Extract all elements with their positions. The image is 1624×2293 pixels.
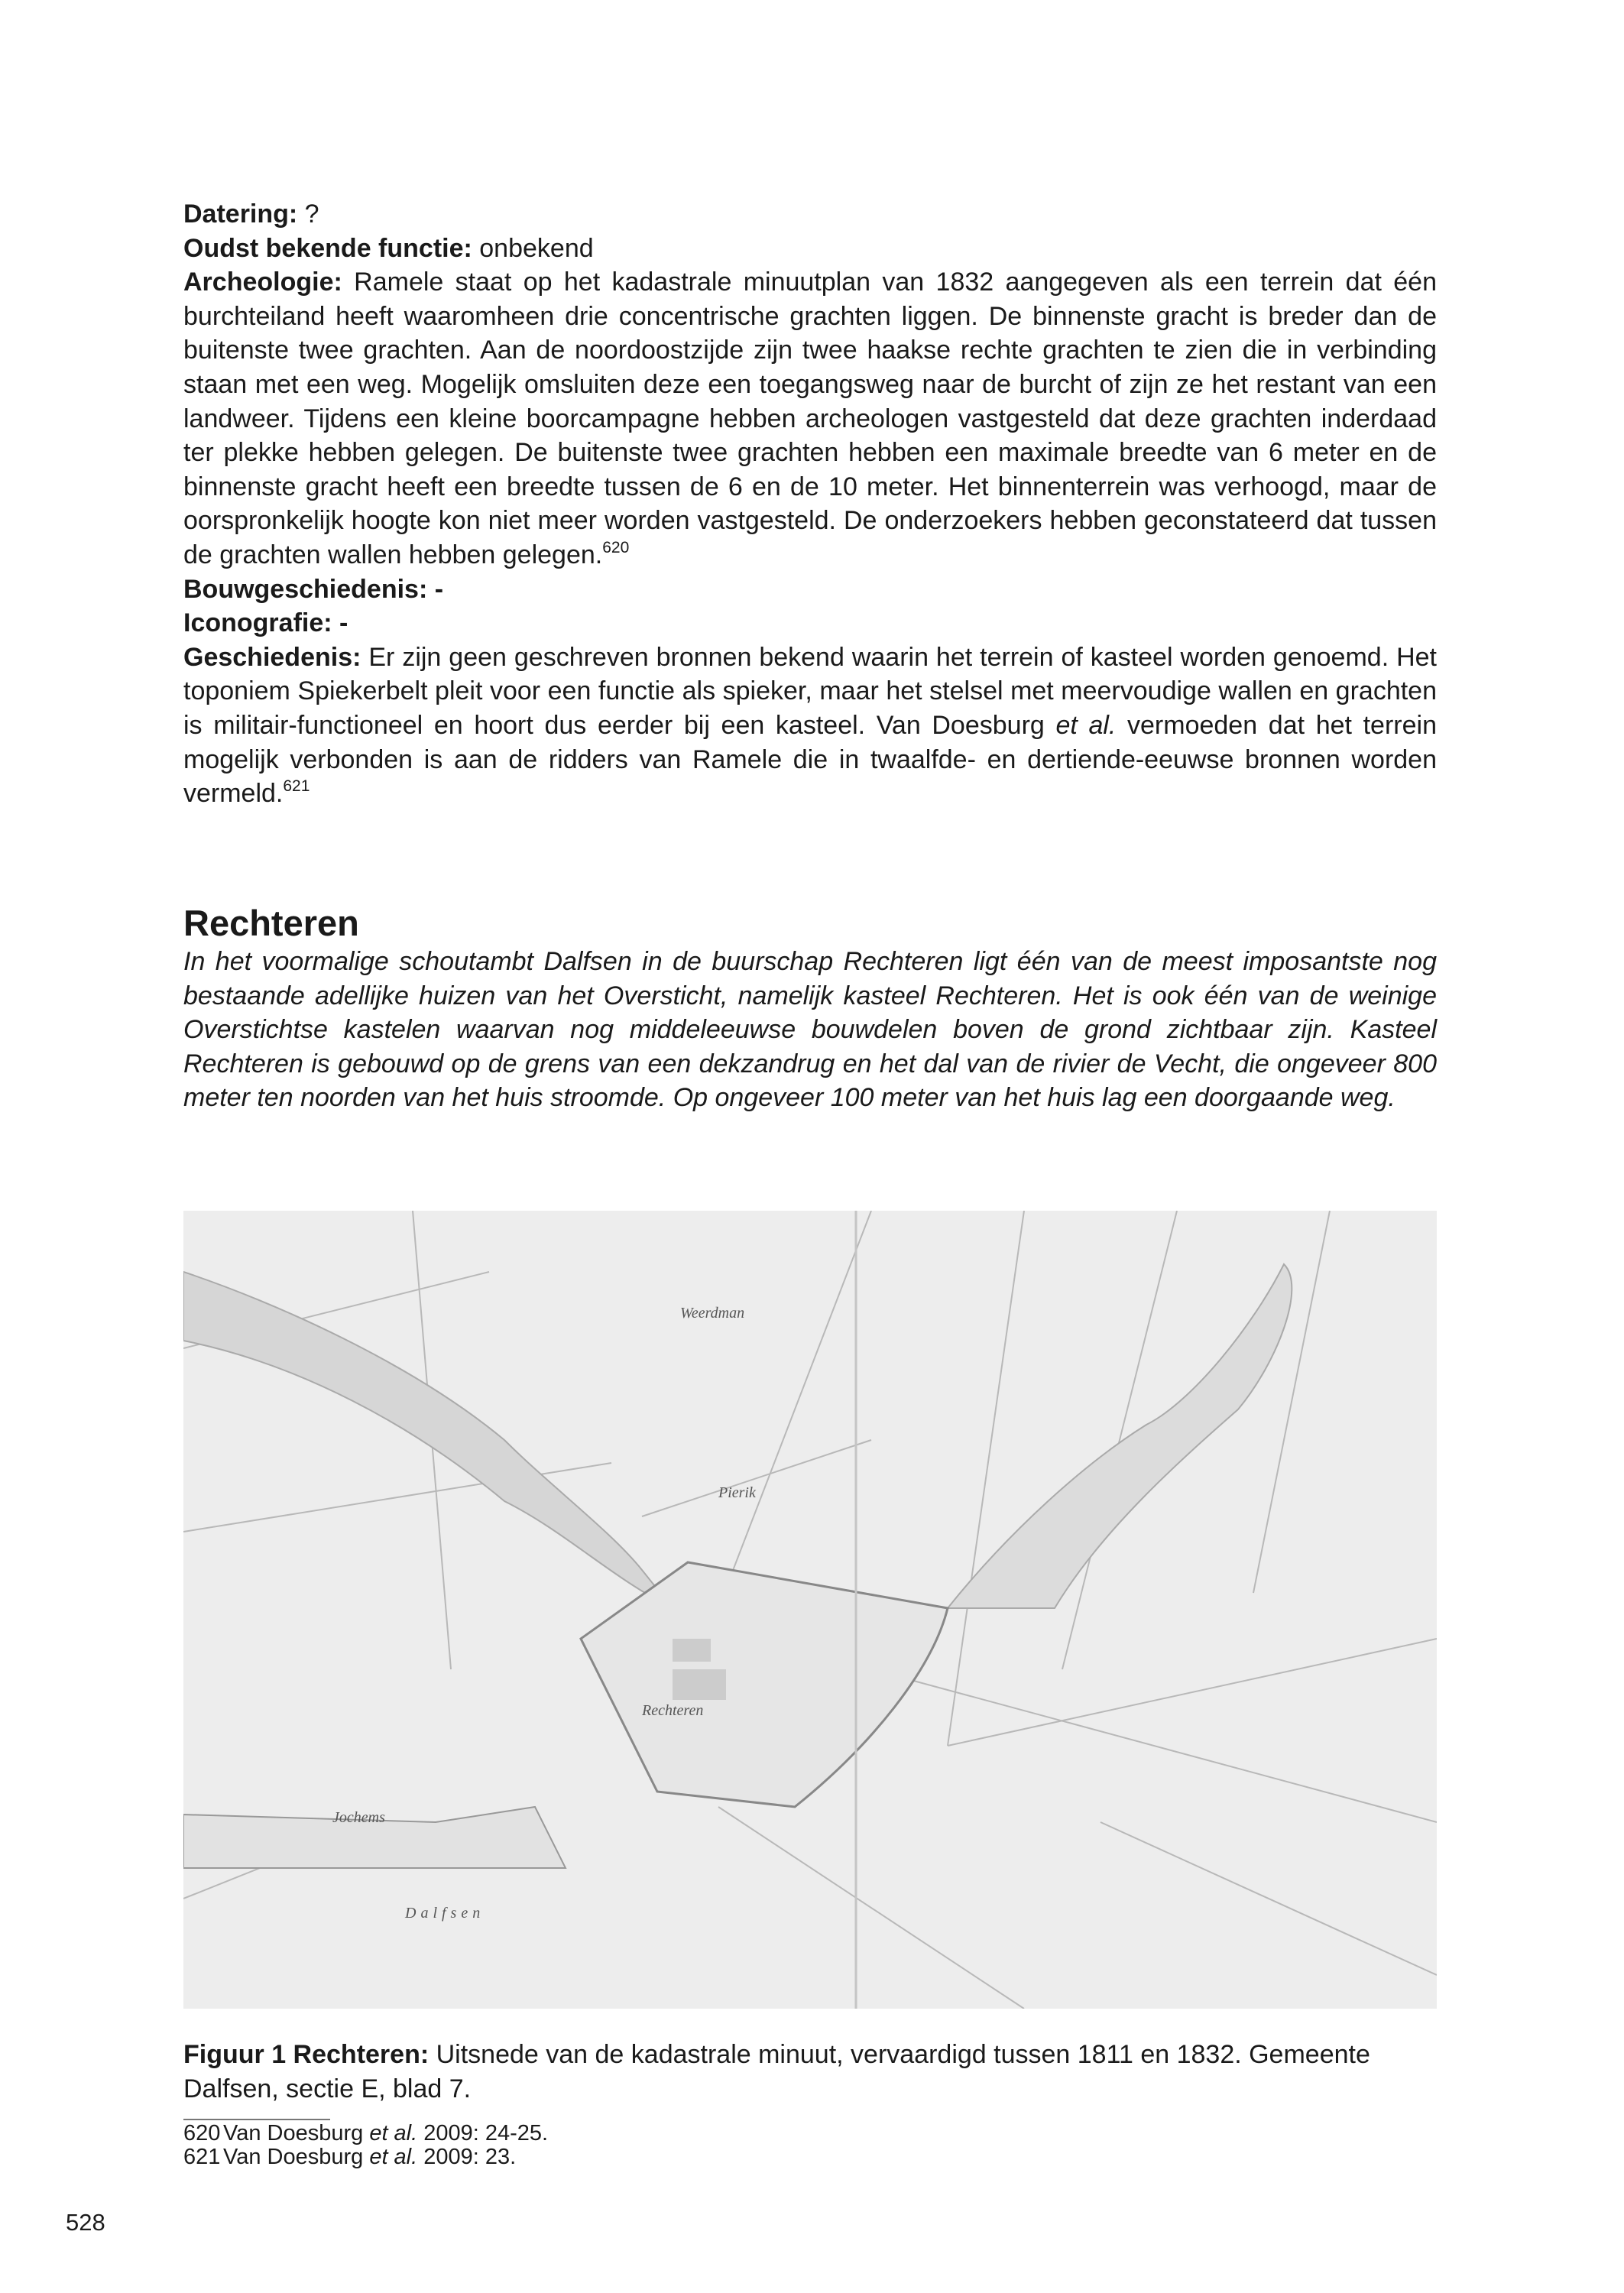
functie-label: Oudst bekende functie: <box>183 233 472 263</box>
archeologie-text: Ramele staat op het kadastrale minuutplan van 1832 aangegeven als een terrein dat één burchteiland heeft waaromheen drie concentrische grachten liggen. De binnenste gracht is breder dan de buitenste twee grachten. Aan de noordoostzijde zijn twee haakse rechte grachten te zien die in verbinding staan met een weg. Mogelijk omsluiten deze een toegangsweg naar de burcht of zijn ze het restant van een landweer. Tijdens een kleine boorcampagne hebben archeologen vastgesteld dat deze grachten inderdaad ter plekke hebben gelegen. De buitenste twee grachten hebben een maximale breedte van 6 meter en de binnenste gracht heeft een breedte tussen de 6 en de 10 meter. Het binnenterrein was verhoogd, maar de oorspronkelijk hoogte kon niet meer worden vastgesteld. De onderzoekers hebben geconstateerd dat tussen de grachten wallen hebben gelegen. <box>183 268 1437 569</box>
map-label-pierik: Pierik <box>718 1484 756 1501</box>
datering-label: Datering: <box>183 199 298 229</box>
map-label-jochems: Jochems <box>332 1809 385 1826</box>
footnote-text: 2009: 24-25. <box>417 2121 549 2145</box>
footnote-number: 620 <box>183 2121 221 2145</box>
icono-line <box>183 606 1437 641</box>
cadastral-map-figure <box>183 1211 1437 2009</box>
functie-value: onbekend <box>472 233 594 263</box>
figure-caption <box>183 2038 1437 2106</box>
footnote-divider <box>183 2119 330 2120</box>
et-al: et al. <box>1055 710 1117 740</box>
section-intro <box>183 945 1437 1115</box>
bouw-line <box>183 572 1437 607</box>
datering-value: ? <box>297 199 319 229</box>
footnote-620 <box>183 2122 548 2145</box>
footnote-621 <box>183 2145 548 2169</box>
footnote-text: Van Doesburg <box>223 2121 370 2145</box>
geschiedenis-text-cont: vermoeden dat het terrein mogelijk verbonden is aan de ridders van Ramele die in twaalfde- en dertiende-eeuwse bronnen worden vermeld. <box>183 710 1437 809</box>
map-label-weerdman: Weerdman <box>680 1305 745 1322</box>
geschiedenis-paragraph <box>183 641 1437 811</box>
et-al: et al. <box>369 2145 418 2169</box>
caption-label: Figuur 1 Rechteren: <box>183 2040 430 2069</box>
footnote-text: Van Doesburg <box>223 2145 370 2169</box>
archeologie-paragraph <box>183 265 1437 572</box>
section-title: Rechteren <box>183 903 359 943</box>
icono-value: - <box>332 608 348 638</box>
castle-entry-ramele <box>183 197 1437 811</box>
geschiedenis-label: Geschiedenis: <box>183 642 361 672</box>
icono-label: Iconografie: <box>183 608 332 638</box>
intro-text: In het voormalige schoutambt Dalfsen in de buurschap Rechteren ligt één van de meest imposantste nog bestaande adellijke huizen van het Oversticht, namelijk kasteel Rechteren. Het is ook één van de weinige Overstichtse kastelen waarvan nog middeleeuwse bouwdelen boven de grond zichtbaar zijn. Kasteel Rechteren is gebouwd op de grens van een dekzandrug en het dal van de rivier de Vecht, die ongeveer 800 meter ten noorden van het huis stroomde. Op ongeveer 100 meter van het huis lag een doorgaande weg. <box>183 947 1437 1113</box>
bouw-value: - <box>427 574 444 604</box>
castle-building <box>673 1639 711 1662</box>
et-al: et al. <box>369 2121 418 2145</box>
archeologie-label: Archeologie: <box>183 268 342 297</box>
footnote-number: 621 <box>183 2145 221 2169</box>
map-label-rechteren: Rechteren <box>642 1702 704 1719</box>
bouw-label: Bouwgeschiedenis: <box>183 574 428 604</box>
castle-building <box>673 1669 726 1700</box>
footnote-ref[interactable]: 621 <box>283 777 310 796</box>
map-label-dalfsen: Dalfsen <box>405 1905 485 1922</box>
page-number: 528 <box>66 2209 105 2236</box>
functie-line <box>183 232 1437 266</box>
footnote-ref[interactable]: 620 <box>602 538 630 556</box>
footnotes <box>183 2122 548 2169</box>
footnote-text: 2009: 23. <box>417 2145 517 2169</box>
caption-text: Uitsnede van de kadastrale minuut, vervaardigd tussen 1811 en 1832. Gemeente Dalfsen, sectie E, blad 7. <box>183 2040 1370 2103</box>
geschiedenis-text: Er zijn geen geschreven bronnen bekend waarin het terrein of kasteel worden genoemd. Het toponiem Spiekerbelt pleit voor een functie als spieker, maar het stelsel met meervoudige wallen en grachten is militair-functioneel en hoort dus eerder bij een kasteel. Van Doesburg <box>183 642 1437 740</box>
datering-line <box>183 197 1437 232</box>
